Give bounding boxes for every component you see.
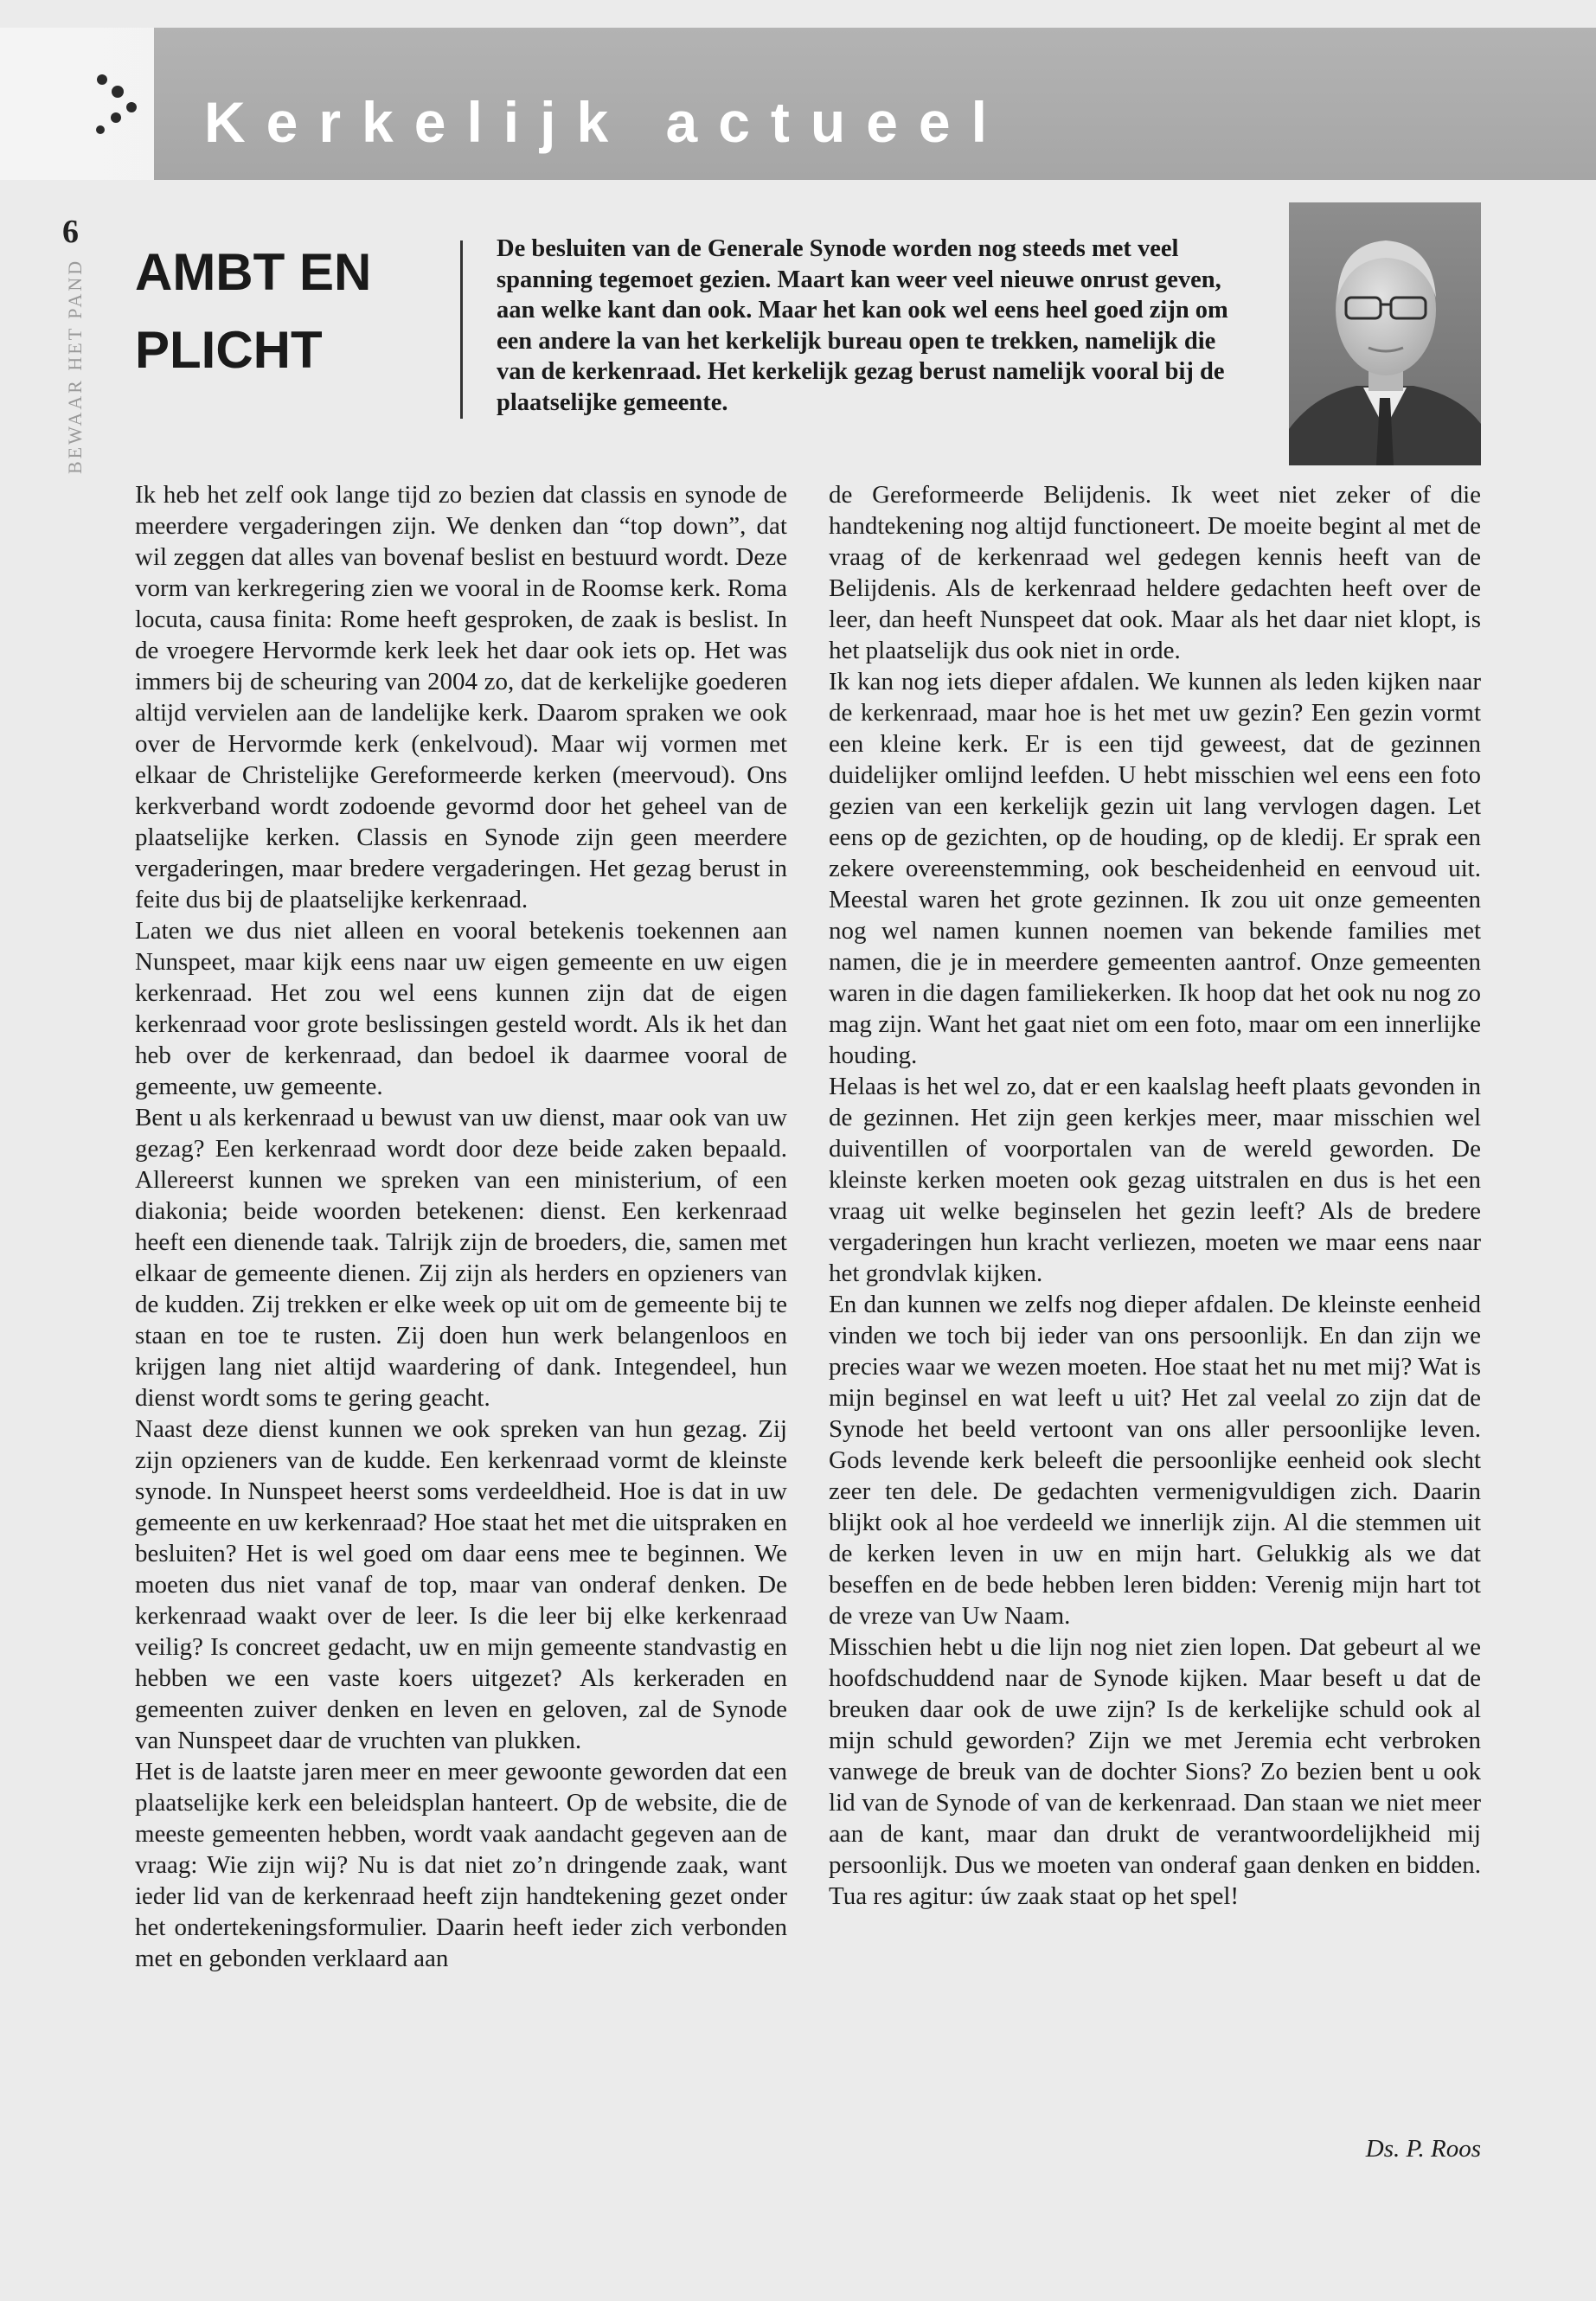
paragraph: Naast deze dienst kunnen we ook spreken van hun gezag. Zij zijn opzieners van de kudde. Een kerkenraad vormt de kleinste synode. In Nunspeet heerst soms verdeeldheid. Hoe is dat in uw gemeente en uw kerkenraad? Hoe staat het met die uitspraken en besluiten? Het is wel goed om daar eens mee te beginnen. We moeten dus niet vanaf de top, maar van onderaf denken. De kerkenraad waakt over de leer. Is die leer bij elke kerkenraad veilig? Is concreet gedacht, uw en mijn gemeente standvastig en hebben we een vaste koers uitgezet? Als kerkeraden en gemeenten zuiver denken en leven en geloven, zal de Synode van Nunspeet daar de vruchten van plukken. <box>135 1415 787 1754</box>
paragraph: En dan kunnen we zelfs nog dieper afdalen. De kleinste eenheid vinden we toch bij ieder van ons persoonlijk. En dan zijn we precies waar we wezen moeten. Hoe staat het nu met mij? Wat is mijn beginsel en wat leeft u uit? Het zal veelal zo zijn dat de Synode het beeld vertoont van ons aller persoonlijke leven. Gods levende kerk beleeft die persoonlijke eenheid ook slecht zeer ten dele. De gedachten vermenigvuldigen zich. Daarin blijkt ook al hoe verdeeld we innerlijk zijn. Al die stemmen uit de kerken leven in uw en mijn hart. Gelukkig als we dat beseffen en de bede hebben leren bidden: Verenig mijn hart tot de vreze van Uw Naam. <box>829 1291 1481 1630</box>
article-intro: De besluiten van de Generale Synode worden nog steeds met veel spanning tegemoet gezien. Maart kan weer veel nieuwe onrust geven, aan welke kant dan ook. Maar het kan ook wel eens heel goed zijn om een andere la van het kerkelijk bureau open te trekken, namelijk die van de kerkenraad. Het kerkelijk gezag berust namelijk vooral bij de plaatselijke gemeente. <box>497 235 1228 416</box>
author-signature: Ds. P. Roos <box>1365 2135 1481 2163</box>
paragraph: Helaas is het wel zo, dat er een kaalslag heeft plaats gevonden in de gezinnen. Het zijn geen kerkjes meer, maar misschien wel duiventillen of voorportalen van de wereld geworden. De kleinste kerken moeten ook gezag uitstralen en dus is het een vraag uit welke beginselen het gezin leeft? Als de bredere vergaderingen hun kracht verliezen, moeten we maar eens naar het grondvlak kijken. <box>829 1073 1481 1287</box>
article-title-line-2: PLICHT <box>135 321 323 379</box>
paragraph: Het is de laatste jaren meer en meer gewoonte geworden dat een plaatselijke kerk een beleidsplan hanteert. Op de website, die de meeste gemeenten hebben, wordt vaak aandacht gegeven aan de vraag: Wie zijn wij? Nu is dat niet zo’n dringende zaak, want ieder lid van de kerkenraad heeft zijn handtekening gezet onder het ondertekeningsformulier. Daarin heeft ieder zich verbonden met en gebonden verklaard aan <box>135 1758 787 1972</box>
paragraph: de Gereformeerde Belijdenis. Ik weet niet zeker of die handtekening nog altijd functioneert. De moeite begint al met de vraag of de kerkenraad wel gedegen kennis heeft van de Belijdenis. Als de kerkenraad heldere gedachten heeft over de leer, dan heeft Nunspeet dat ook. Maar als het daar niet klopt, is het plaatselijk dus ook niet in orde. <box>829 481 1481 664</box>
article-title-line-1: AMBT EN <box>135 243 372 301</box>
section-title: Kerkelijk actueel <box>204 90 1008 154</box>
paragraph: Ik heb het zelf ook lange tijd zo bezien dat classis en synode de meerdere vergaderingen zijn. We denken dan “top down”, dat wil zeggen dat alles van bovenaf beslist en bestuurd wordt. Deze vorm van kerkregering zien we vooral in de Roomse kerk. Roma locuta, causa finita: Rome heeft gesproken, de zaak is beslist. In de vroegere Hervormde kerk leek het daar ook iets op. Het was immers bij de scheuring van 2004 zo, dat de kerkelijke goederen altijd vervielen aan de landelijke kerk. Daarom spraken we ook over de Hervormde kerk (enkelvoud). Maar wij vormen met elkaar de Christelijke Gereformeerde kerken (meervoud). Ons kerkverband wordt zodoende gevormd door het geheel van de plaatselijke kerken. Classis en Synode zijn geen meerdere vergaderingen, maar bredere vergaderingen. Het gezag berust in feite dus bij de plaatselijke kerkenraad. <box>135 481 787 913</box>
magazine-side-label: BEWAAR HET PAND <box>64 258 86 474</box>
intro-divider <box>460 240 463 419</box>
author-portrait <box>1289 202 1481 465</box>
paragraph: Bent u als kerkenraad u bewust van uw dienst, maar ook van uw gezag? Een kerkenraad wordt door deze beide zaken bepaald. Allereerst kunnen we spreken van een ministerium, of een diakonia; beide woorden betekenen: dienst. Een kerkenraad heeft een dienende taak. Talrijk zijn de broeders, die, samen met elkaar de gemeente dienen. Zij zijn als herders en opzieners van de kudden. Zij trekken er elke week op uit om de gemeente bij te staan en toe te rusten. Zij doen hun werk belangenloos en krijgen lang niet altijd waardering of dank. Integendeel, hun dienst wordt soms te gering geacht. <box>135 1104 787 1412</box>
paragraph: Laten we dus niet alleen en vooral betekenis toekennen aan Nunspeet, maar kijk eens naar uw eigen gemeente en uw eigen kerkenraad. Het zou wel eens kunnen zijn dat de eigen kerkenraad voor grote beslissingen gesteld wordt. Als ik het dan heb over de kerkenraad, dan bedoel ik daarmee vooral de gemeente, uw gemeente. <box>135 917 787 1100</box>
dots-logo-icon <box>93 73 137 142</box>
paragraph: Misschien hebt u die lijn nog niet zien lopen. Dat gebeurt al we hoofdschuddend naar de Synode kijken. Maar beseft u dat de breuken daar ook de uwe zijn? Is de kerkelijke schuld ook al mijn schuld geworden? Zijn we met Jeremia echt verbroken vanwege de breuk van de dochter Sions? Zo bezien bent u ook lid van de Synode of van de kerkenraad. Dan staan we niet meer aan de kant, maar dan drukt de verantwoordelijkheid mij persoonlijk. Dus we moeten van onderaf gaan denken en bidden. Tua res agitur: úw zaak staat op het spel! <box>829 1633 1481 1910</box>
paragraph: Ik kan nog iets dieper afdalen. We kunnen als leden kijken naar de kerkenraad, maar hoe is het met uw gezin? Een gezin vormt een kleine kerk. Er is een tijd geweest, dat de gezinnen duidelijker omlijnd leefden. U hebt misschien wel eens een foto gezien van een kerkelijk gezin uit lang vervlogen dagen. Let eens op de gezichten, op de houding, op de kledij. Er sprak een zekere overeenstemming, ook bescheidenheid en eenvoud uit. Meestal waren het grote gezinnen. Ik zou uit onze gemeenten nog wel namen kunnen noemen van bekende families met namen, die je in meerdere gemeenten aantrof. Onze gemeenten waren in die dagen familiekerken. Ik hoop dat het ook nu nog zo mag zijn. Want het gaat niet om een foto, maar om een innerlijke houding. <box>829 668 1481 1069</box>
article-title <box>135 234 446 389</box>
article-column-left <box>135 479 787 1974</box>
page-number: 6 <box>62 214 79 250</box>
article-column-right <box>829 479 1481 1912</box>
